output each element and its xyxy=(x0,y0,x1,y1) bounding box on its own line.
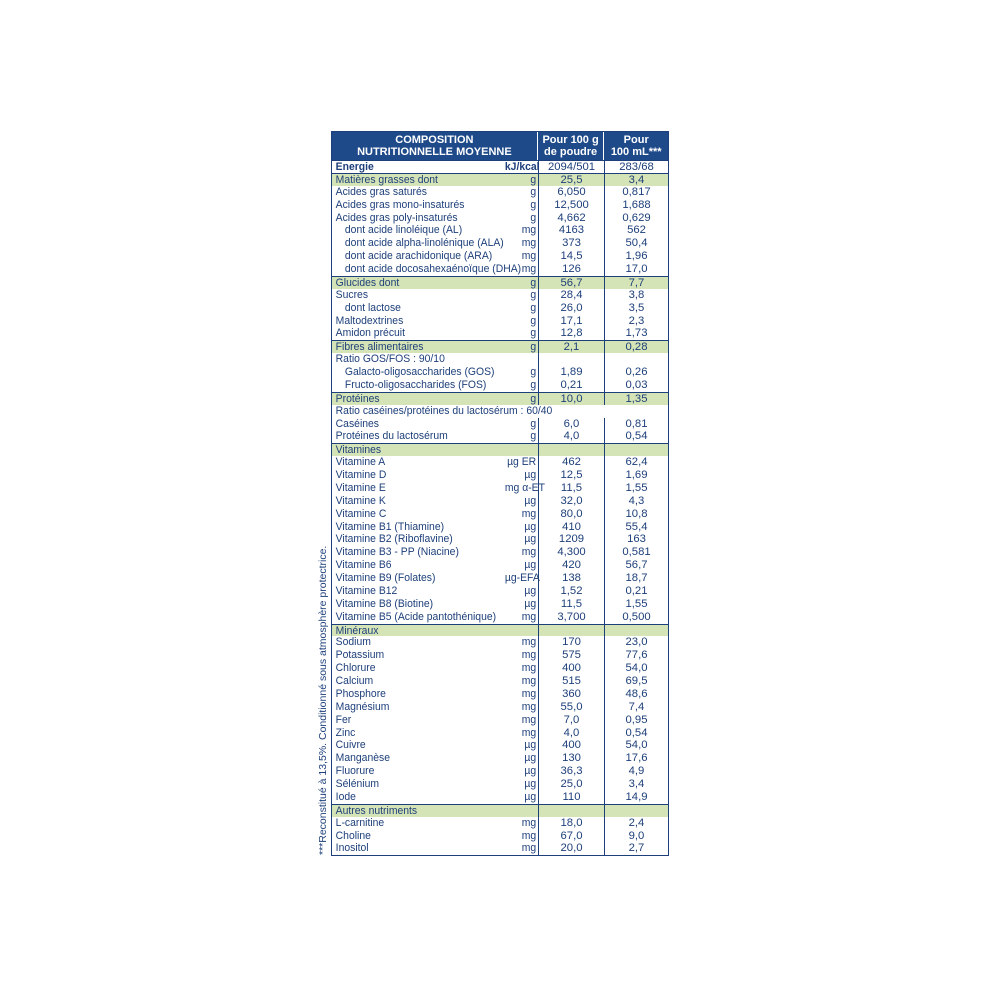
row-label: Manganèse xyxy=(335,752,391,765)
row-unit: mg xyxy=(521,829,537,842)
row-unit: µg xyxy=(524,559,537,572)
row-unit: µg ER xyxy=(507,456,537,469)
value-per-100g: 575 xyxy=(538,649,604,662)
value-per-100g: 1,52 xyxy=(538,585,604,598)
value-per-100g: 12,8 xyxy=(538,327,604,340)
table-row xyxy=(332,533,668,546)
value-per-100ml: 3,5 xyxy=(604,302,668,315)
row-label: Vitamine B12 xyxy=(335,584,398,597)
table-row xyxy=(332,418,668,431)
row-label: Ratio caséines/protéines du lactosérum : 60/40 xyxy=(335,404,553,417)
nutrition-table xyxy=(331,131,669,856)
value-per-100ml: 0,817 xyxy=(604,186,668,199)
row-unit: mg xyxy=(521,842,537,855)
row-unit: g xyxy=(530,417,537,430)
value-per-100ml: 77,6 xyxy=(604,649,668,662)
value-per-100ml: 7,4 xyxy=(604,701,668,714)
value-per-100g: 462 xyxy=(538,456,604,469)
row-label: Amidon précuit xyxy=(335,327,406,340)
table-row xyxy=(332,263,668,276)
row-unit: g xyxy=(530,173,537,186)
row-label: dont lactose xyxy=(344,301,401,314)
row-unit: mg xyxy=(521,726,537,739)
value-per-100g xyxy=(538,444,604,456)
row-label: Sodium xyxy=(335,636,371,649)
row-label: Vitamine B8 (Biotine) xyxy=(335,597,434,610)
header-col2-line1: Pour xyxy=(623,133,649,146)
row-unit: g xyxy=(530,314,537,327)
table-row xyxy=(332,817,668,830)
value-per-100ml: 48,6 xyxy=(604,688,668,701)
row-label: Magnésium xyxy=(335,700,390,713)
row-unit: g xyxy=(530,430,537,443)
header-title xyxy=(332,132,537,160)
section-row xyxy=(332,173,668,186)
table-row xyxy=(332,572,668,585)
table-row xyxy=(332,353,668,366)
table-row xyxy=(332,739,668,752)
table-row xyxy=(332,495,668,508)
value-per-100ml: 7,7 xyxy=(604,277,668,289)
row-unit: kJ/kcal xyxy=(504,161,540,173)
row-unit: µg xyxy=(524,520,537,533)
table-row xyxy=(332,224,668,237)
value-per-100g: 20,0 xyxy=(538,842,604,855)
row-label: Fibres alimentaires xyxy=(335,341,424,354)
value-per-100ml: 54,0 xyxy=(604,739,668,752)
row-label: Vitamine E xyxy=(335,481,386,494)
table-row xyxy=(332,791,668,804)
table-row xyxy=(332,430,668,443)
value-per-100g: 4163 xyxy=(538,224,604,237)
row-unit: µg xyxy=(524,778,537,790)
value-per-100ml xyxy=(604,625,668,637)
value-per-100ml: 0,26 xyxy=(604,366,668,379)
row-unit: mg xyxy=(521,636,537,649)
row-unit: mg xyxy=(521,224,537,237)
value-per-100ml: 23,0 xyxy=(604,636,668,649)
value-per-100ml: 1,96 xyxy=(604,250,668,263)
table-row xyxy=(332,302,668,315)
table-row xyxy=(332,585,668,598)
table-row xyxy=(332,456,668,469)
value-per-100ml xyxy=(604,805,668,817)
row-label: Zinc xyxy=(335,726,356,739)
table-row xyxy=(332,327,668,340)
value-per-100ml xyxy=(604,444,668,456)
row-unit: mg xyxy=(521,507,537,520)
row-label: Vitamine B2 (Riboflavine) xyxy=(335,533,453,546)
value-per-100ml: 1,688 xyxy=(604,199,668,212)
table-row xyxy=(332,237,668,250)
value-per-100g: 36,3 xyxy=(538,765,604,778)
row-label: Caséines xyxy=(335,417,380,430)
value-per-100g: 410 xyxy=(538,521,604,534)
row-label: Autres nutriments xyxy=(335,804,418,817)
section-row xyxy=(332,804,668,817)
value-per-100g: 26,0 xyxy=(538,302,604,315)
value-per-100g: 0,21 xyxy=(538,379,604,392)
value-per-100g: 126 xyxy=(538,263,604,276)
row-label: Fructo-oligosaccharides (FOS) xyxy=(344,378,487,391)
table-row xyxy=(332,546,668,559)
value-per-100ml: 0,21 xyxy=(604,585,668,598)
row-unit: µg xyxy=(524,533,537,546)
table-row xyxy=(332,469,668,482)
table-row xyxy=(332,611,668,624)
header-col2-line2: 100 mL*** xyxy=(610,146,662,158)
table-row xyxy=(332,212,668,225)
value-per-100g: 55,0 xyxy=(538,701,604,714)
row-label: Sélénium xyxy=(335,778,380,790)
row-unit: µg xyxy=(524,765,537,778)
row-label: Minéraux xyxy=(335,624,379,637)
row-unit: mg xyxy=(521,700,537,713)
row-unit: µg xyxy=(524,752,537,765)
row-label: Iode xyxy=(335,790,356,803)
value-per-100g: 28,4 xyxy=(538,289,604,302)
value-per-100ml: 10,8 xyxy=(604,508,668,521)
value-per-100ml: 18,7 xyxy=(604,572,668,585)
row-unit: mg α-ET xyxy=(504,481,545,494)
row-label: dont acide linoléique (AL) xyxy=(344,224,463,237)
row-label: dont acide arachidonique (ARA) xyxy=(344,250,493,263)
row-label: dont acide docosahexaénoïque (DHA) xyxy=(344,263,522,275)
row-label: Chlorure xyxy=(335,662,376,675)
row-unit: g xyxy=(530,378,537,391)
row-unit: mg xyxy=(521,263,537,275)
row-label: Vitamines xyxy=(335,444,382,457)
value-per-100g: 4,0 xyxy=(538,727,604,740)
table-row xyxy=(332,289,668,302)
value-per-100g: 1,89 xyxy=(538,366,604,379)
table-row xyxy=(332,160,668,173)
table-row xyxy=(332,778,668,791)
row-unit: µg xyxy=(524,494,537,507)
section-row xyxy=(332,443,668,456)
value-per-100g: 170 xyxy=(538,636,604,649)
value-per-100ml: 0,500 xyxy=(604,611,668,624)
row-unit: mg xyxy=(521,237,537,250)
row-label: Potassium xyxy=(335,649,385,662)
row-unit: g xyxy=(530,288,537,301)
row-label: Acides gras mono-insaturés xyxy=(335,198,465,211)
value-per-100ml: 1,73 xyxy=(604,327,668,340)
value-per-100g: 14,5 xyxy=(538,250,604,263)
value-per-100g: 110 xyxy=(538,791,604,804)
value-per-100ml: 0,03 xyxy=(604,379,668,392)
header-col-per-100g xyxy=(537,132,604,160)
value-per-100ml: 4,9 xyxy=(604,765,668,778)
value-per-100ml: 163 xyxy=(604,533,668,546)
table-row xyxy=(332,662,668,675)
value-per-100g: 6,0 xyxy=(538,418,604,431)
value-per-100g: 360 xyxy=(538,688,604,701)
value-per-100ml: 4,3 xyxy=(604,495,668,508)
value-per-100ml: 1,55 xyxy=(604,598,668,611)
value-per-100g: 400 xyxy=(538,739,604,752)
value-per-100g: 4,300 xyxy=(538,546,604,559)
row-label: Vitamine B6 xyxy=(335,559,392,572)
row-label: Energie xyxy=(335,161,374,173)
value-per-100g: 11,5 xyxy=(538,482,604,495)
value-per-100ml: 14,9 xyxy=(604,791,668,804)
value-per-100ml: 0,81 xyxy=(604,418,668,431)
table-row xyxy=(332,405,668,418)
row-label: Calcium xyxy=(335,675,374,687)
row-unit: g xyxy=(530,276,537,289)
table-row xyxy=(332,250,668,263)
value-per-100g: 12,5 xyxy=(538,469,604,482)
row-label: Protéines du lactosérum xyxy=(335,430,448,443)
row-label: Protéines xyxy=(335,392,380,405)
value-per-100ml: 283/68 xyxy=(604,161,668,173)
value-per-100ml: 55,4 xyxy=(604,521,668,534)
table-row xyxy=(332,636,668,649)
row-unit xyxy=(505,625,538,637)
row-unit: g xyxy=(530,327,537,340)
row-label: Acides gras poly-insaturés xyxy=(335,211,458,224)
row-label: Fer xyxy=(335,713,352,726)
value-per-100ml: 562 xyxy=(604,224,668,237)
value-per-100ml: 56,7 xyxy=(604,559,668,572)
table-row xyxy=(332,379,668,392)
row-label: Choline xyxy=(335,829,371,842)
value-per-100ml: 9,0 xyxy=(604,830,668,843)
row-unit: mg xyxy=(521,713,537,726)
value-per-100g: 4,662 xyxy=(538,212,604,225)
table-row xyxy=(332,199,668,212)
value-per-100g: 1209 xyxy=(538,533,604,546)
footnote: ***Reconstitué à 13,5%. Conditionné sous atmosphère protectrice. xyxy=(317,545,329,855)
row-unit: g xyxy=(530,185,537,198)
row-unit: mg xyxy=(521,546,537,559)
value-per-100ml: 2,4 xyxy=(604,817,668,830)
value-per-100ml: 3,8 xyxy=(604,289,668,302)
value-per-100ml: 17,6 xyxy=(604,752,668,765)
value-per-100ml: 0,95 xyxy=(604,714,668,727)
table-row xyxy=(332,752,668,765)
row-unit: g xyxy=(530,198,537,211)
value-per-100g: 32,0 xyxy=(538,495,604,508)
row-label: Vitamine B3 - PP (Niacine) xyxy=(335,546,459,559)
row-label: Sucres xyxy=(335,288,369,301)
row-label: Phosphore xyxy=(335,687,386,700)
value-per-100ml: 1,35 xyxy=(604,393,668,405)
value-per-100g: 373 xyxy=(538,237,604,250)
value-per-100ml xyxy=(604,353,668,366)
section-row xyxy=(332,276,668,289)
value-per-100g: 2,1 xyxy=(538,341,604,353)
header-col-per-100ml xyxy=(603,132,668,160)
header-col1-line2: de poudre xyxy=(544,146,598,158)
table-row xyxy=(332,186,668,199)
table-row xyxy=(332,714,668,727)
value-per-100ml: 0,28 xyxy=(604,341,668,353)
table-row xyxy=(332,559,668,572)
table-row xyxy=(332,315,668,328)
table-row xyxy=(332,727,668,740)
row-unit: µg xyxy=(524,597,537,610)
table-row xyxy=(332,482,668,495)
value-per-100g: 25,5 xyxy=(538,174,604,186)
value-per-100g: 10,0 xyxy=(538,393,604,405)
row-label: Cuivre xyxy=(335,739,366,752)
row-unit: µg-EFA xyxy=(504,572,540,584)
value-per-100g: 17,1 xyxy=(538,315,604,328)
value-per-100ml: 69,5 xyxy=(604,675,668,688)
row-unit: g xyxy=(530,211,537,224)
section-row xyxy=(332,392,668,405)
value-per-100g: 515 xyxy=(538,675,604,688)
table-row xyxy=(332,521,668,534)
row-label: Vitamine C xyxy=(335,507,387,520)
row-unit xyxy=(505,805,538,817)
table-header xyxy=(332,132,668,160)
value-per-100ml: 62,4 xyxy=(604,456,668,469)
row-label: Vitamine B5 (Acide pantothénique) xyxy=(335,610,497,623)
value-per-100ml: 2,3 xyxy=(604,315,668,328)
value-per-100g xyxy=(538,805,604,817)
value-per-100g: 56,7 xyxy=(538,277,604,289)
row-unit: g xyxy=(530,341,537,354)
value-per-100ml: 50,4 xyxy=(604,237,668,250)
row-unit: mg xyxy=(521,649,537,662)
row-unit: µg xyxy=(524,790,537,803)
row-unit: mg xyxy=(521,250,537,263)
row-label: Inositol xyxy=(335,842,369,855)
row-label: Vitamine A xyxy=(335,456,386,469)
value-per-100g: 11,5 xyxy=(538,598,604,611)
value-per-100g: 80,0 xyxy=(538,508,604,521)
row-label: Vitamine D xyxy=(335,469,387,481)
row-label: Vitamine B1 (Thiamine) xyxy=(335,520,445,533)
value-per-100g: 12,500 xyxy=(538,199,604,212)
table-body xyxy=(332,160,668,855)
value-per-100g: 67,0 xyxy=(538,830,604,843)
value-per-100ml: 3,4 xyxy=(604,174,668,186)
value-per-100ml: 17,0 xyxy=(604,263,668,276)
row-label: Glucides dont xyxy=(335,276,400,289)
row-label: Galacto-oligosaccharides (GOS) xyxy=(344,366,495,378)
table-row xyxy=(332,508,668,521)
row-unit: mg xyxy=(521,610,537,623)
row-unit xyxy=(505,444,538,456)
row-unit: mg xyxy=(521,816,537,829)
value-per-100ml: 1,55 xyxy=(604,482,668,495)
value-per-100g: 3,700 xyxy=(538,611,604,624)
row-unit: g xyxy=(530,392,537,405)
row-unit: mg xyxy=(521,662,537,675)
row-label: Vitamine K xyxy=(335,494,386,507)
row-label: dont acide alpha-linolénique (ALA) xyxy=(344,237,504,250)
value-per-100g: 18,0 xyxy=(538,817,604,830)
header-title-line2: NUTRITIONNELLE MOYENNE xyxy=(357,146,512,158)
row-unit: mg xyxy=(521,687,537,700)
table-row xyxy=(332,366,668,379)
row-label: Maltodextrines xyxy=(335,314,404,327)
value-per-100ml: 3,4 xyxy=(604,778,668,791)
table-row xyxy=(332,830,668,843)
row-unit: mg xyxy=(521,675,537,687)
row-label: Acides gras saturés xyxy=(335,185,427,198)
row-unit xyxy=(505,353,538,366)
value-per-100g: 400 xyxy=(538,662,604,675)
header-title-line1: COMPOSITION xyxy=(395,133,474,146)
row-unit: µg xyxy=(524,584,537,597)
value-per-100ml: 0,54 xyxy=(604,430,668,443)
row-label: Vitamine B9 (Folates) xyxy=(335,572,436,584)
value-per-100ml: 54,0 xyxy=(604,662,668,675)
value-per-100ml: 0,54 xyxy=(604,727,668,740)
value-per-100ml: 1,69 xyxy=(604,469,668,482)
table-row xyxy=(332,765,668,778)
value-per-100g: 6,050 xyxy=(538,186,604,199)
row-label: Fluorure xyxy=(335,765,375,778)
value-per-100g: 138 xyxy=(538,572,604,585)
row-unit: g xyxy=(530,366,537,378)
table-row xyxy=(332,701,668,714)
value-per-100g xyxy=(538,353,604,366)
section-row xyxy=(332,624,668,637)
table-row xyxy=(332,598,668,611)
table-row xyxy=(332,675,668,688)
row-label: Matières grasses dont xyxy=(335,173,438,186)
row-unit: g xyxy=(530,301,537,314)
header-col1-line1: Pour 100 g xyxy=(542,133,599,146)
value-per-100g: 25,0 xyxy=(538,778,604,791)
table-row xyxy=(332,688,668,701)
row-label: L-carnitine xyxy=(335,816,385,829)
value-per-100g: 420 xyxy=(538,559,604,572)
value-per-100g: 4,0 xyxy=(538,430,604,443)
table-row xyxy=(332,842,668,855)
section-row xyxy=(332,340,668,353)
table-row xyxy=(332,649,668,662)
value-per-100ml: 0,581 xyxy=(604,546,668,559)
value-per-100g xyxy=(538,625,604,637)
row-unit: µg xyxy=(524,739,537,752)
row-label: Ratio GOS/FOS : 90/10 xyxy=(335,353,445,366)
value-per-100g: 2094/501 xyxy=(538,161,604,173)
value-per-100ml: 0,629 xyxy=(604,212,668,225)
value-per-100ml: 2,7 xyxy=(604,842,668,855)
value-per-100g: 130 xyxy=(538,752,604,765)
value-per-100g: 7,0 xyxy=(538,714,604,727)
row-unit: µg xyxy=(524,469,537,481)
